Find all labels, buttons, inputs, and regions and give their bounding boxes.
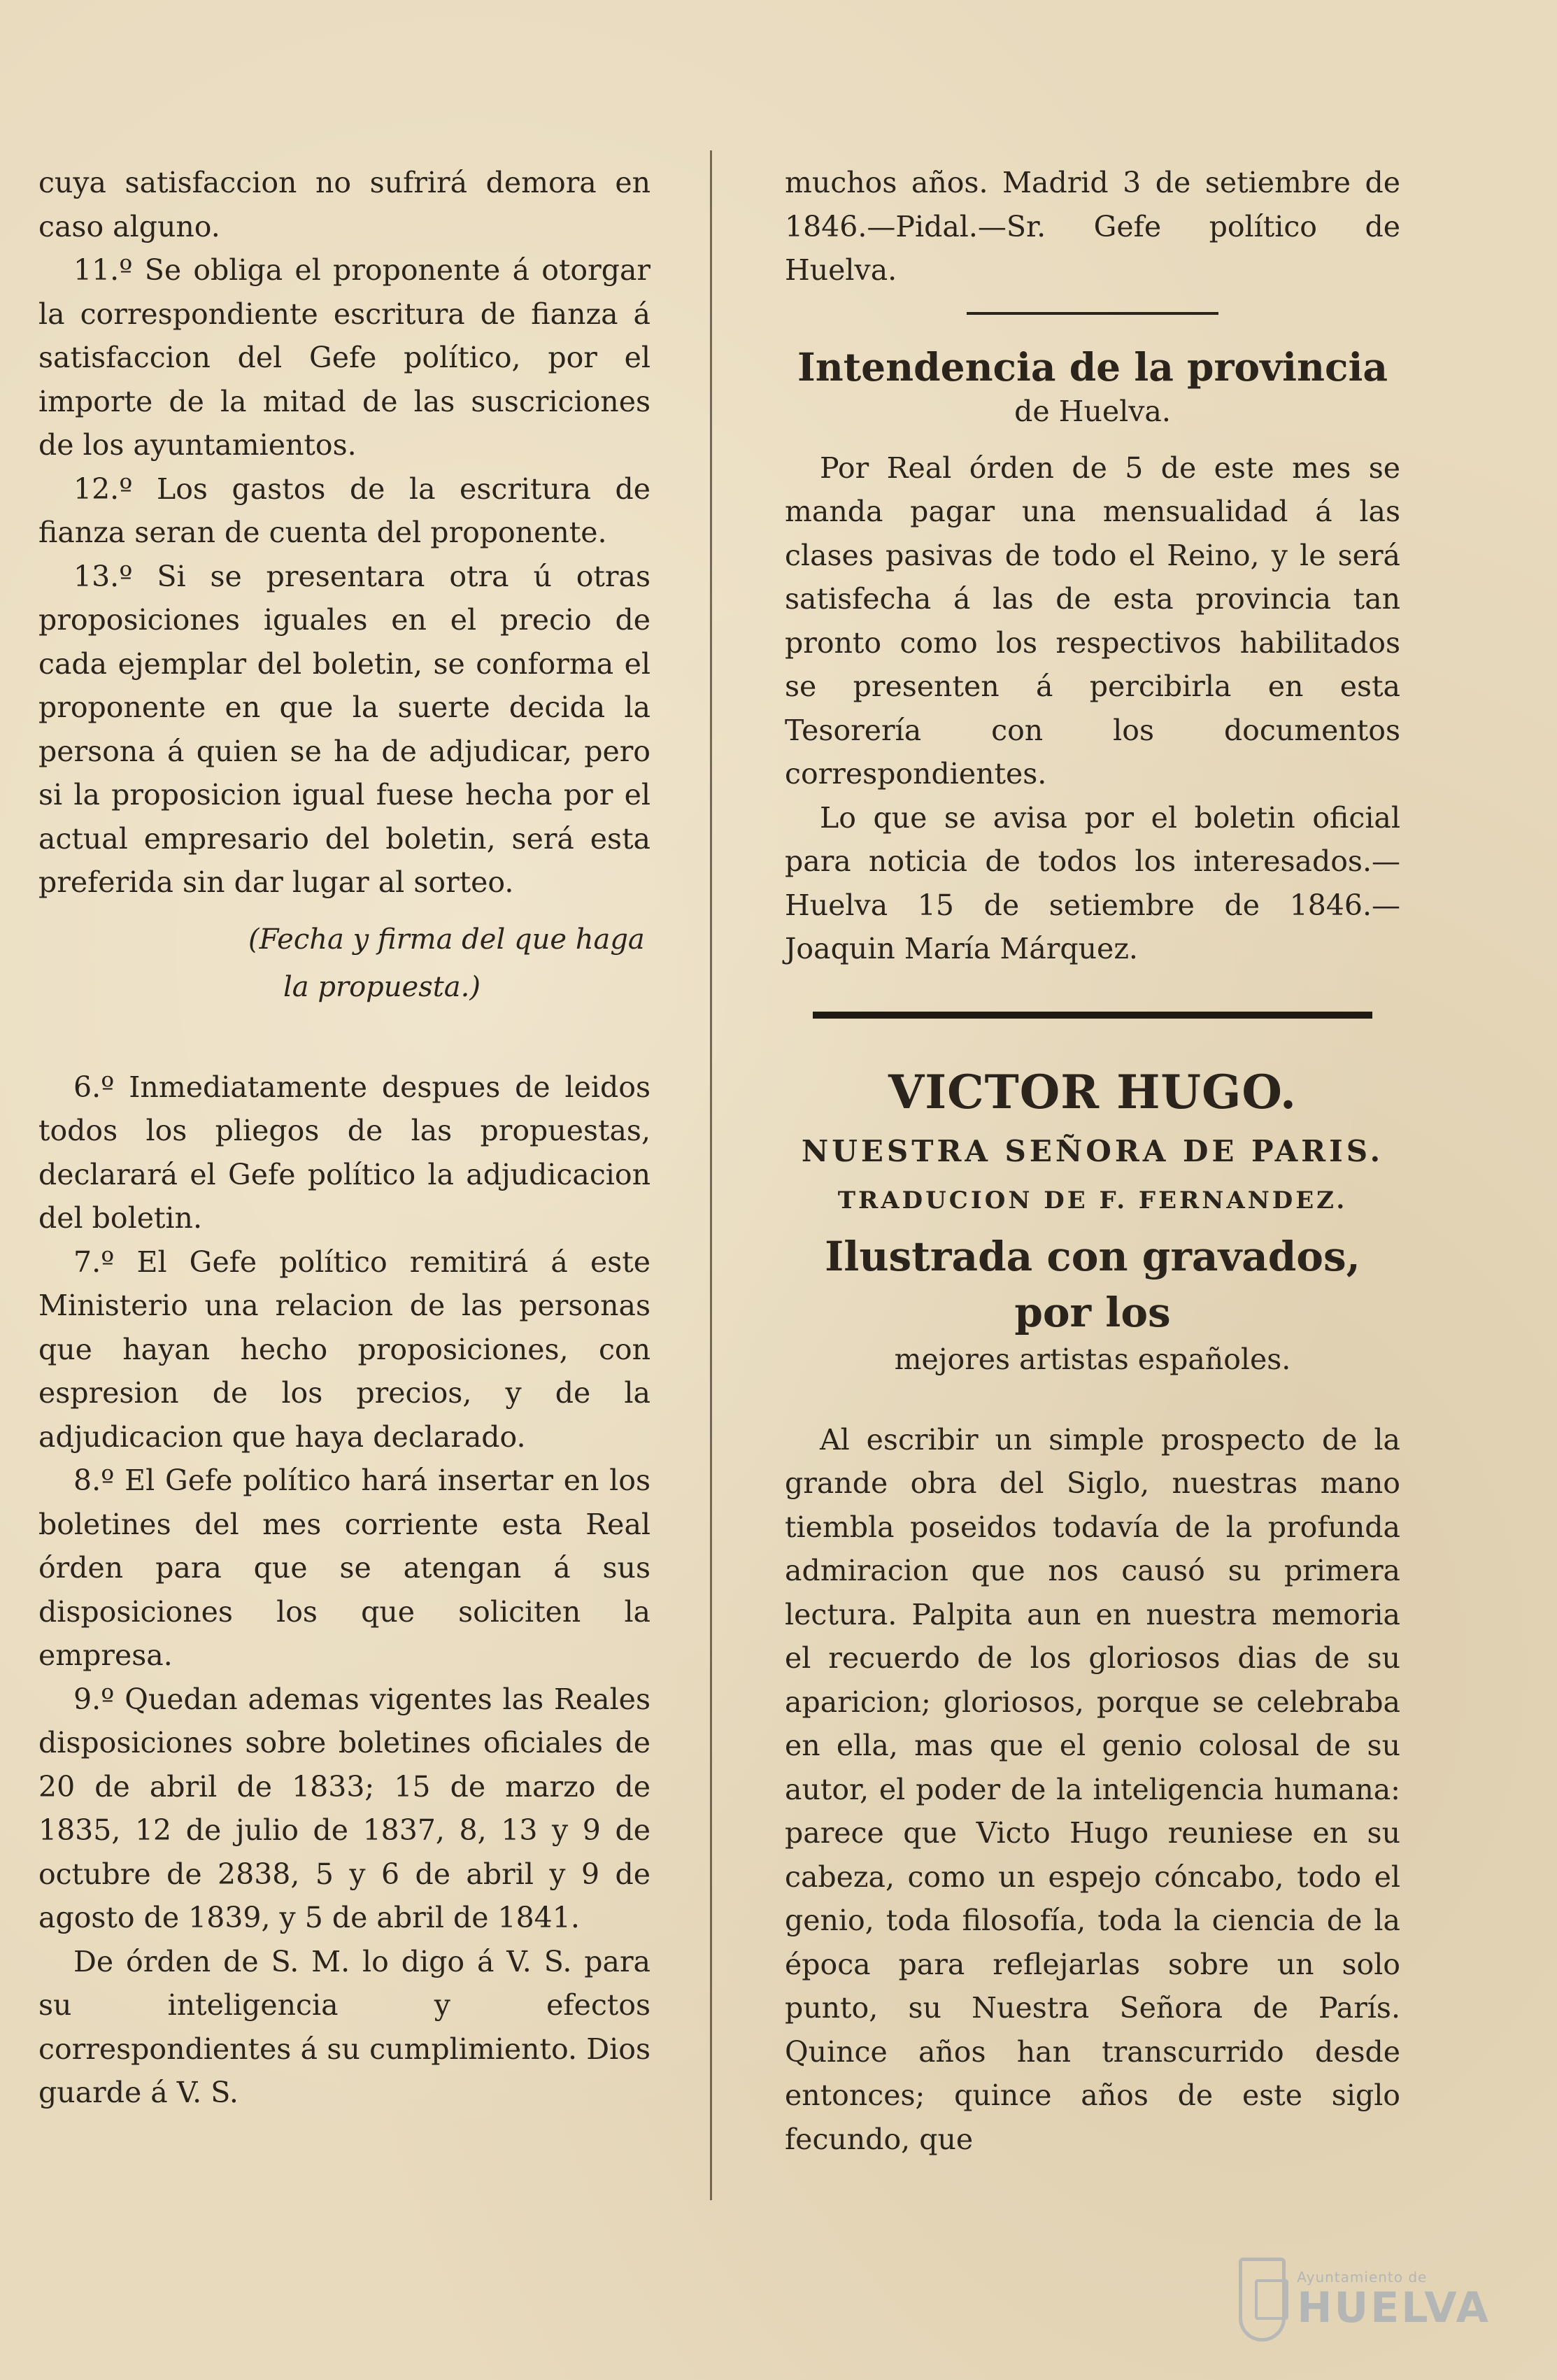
coat-of-arms-icon bbox=[1239, 2258, 1286, 2342]
intendencia-subtitle: de Huelva. bbox=[1014, 394, 1171, 428]
column-divider bbox=[710, 150, 712, 2200]
watermark-city: HUELVA bbox=[1297, 2283, 1491, 2332]
intendencia-notice: Por Real órden de 5 de este mes se manda pagar una mensualidad á las clases pasivas de todo el Reino, y le será satisfecha á las de esta provincia tan pronto como los respectivos habilitados se presenten á percibirla en esta Tesorería con los documentos correspondientes. bbox=[785, 451, 1400, 791]
archive-watermark bbox=[1239, 2247, 1491, 2352]
signature-line-2: la propuesta.) bbox=[283, 970, 481, 1003]
article-8: 8.º El Gefe político hará insertar en los boletines del mes corriente esta Real órden para que se atengan á sus disposiciones los que soliciten la empresa. bbox=[38, 1464, 650, 1672]
intendencia-signoff: Lo que se avisa por el boletin oficial para noticia de todos los interesados.—Huelva 15 de setiembre de 1846.—Joaquin María Márquez. bbox=[785, 800, 1400, 965]
intendencia-title: Intendencia de la provincia bbox=[797, 343, 1388, 390]
signature-line-1: (Fecha y firma del que haga bbox=[248, 923, 645, 956]
clause-13: 13.º Si se presentara otra ú otras proposiciones iguales en el precio de cada ejemplar del boletin, se conforma el proponente en que la suerte decida la persona á quien se ha de adjudicar, pero si la proposicion igual fuese hecha por el actual empresario del boletin, será esta preferida sin dar lugar al sorteo. bbox=[38, 559, 650, 899]
closing-paragraph: De órden de S. M. lo digo á V. S. para su inteligencia y efectos correspondientes á su cumplimiento. Dios guarde á V. S. bbox=[38, 1944, 650, 2109]
paragraph-continuation-right: muchos años. Madrid 3 de setiembre de 1846.—Pidal.—Sr. Gefe político de Huelva. bbox=[785, 166, 1400, 287]
advert-artists: mejores artistas españoles. bbox=[894, 1342, 1291, 1376]
watermark-caption: Ayuntamiento de bbox=[1297, 2269, 1428, 2286]
advert-illustrated: Ilustrada con gravados, por los bbox=[825, 1232, 1360, 1336]
clause-11: 11.º Se obliga el proponente á otorgar la correspondiente escritura de fianza á satisfaccion del Gefe político, por el importe de la mitad de las suscriciones de los ayuntamientos. bbox=[38, 253, 650, 462]
article-6: 6.º Inmediatamente despues de leidos todos los pliegos de las propuestas, declarará el Gefe político la adjudicacion del boletin. bbox=[38, 1070, 650, 1235]
clause-12: 12.º Los gastos de la escritura de fianza seran de cuenta del proponente. bbox=[38, 472, 650, 549]
advert-title: VICTOR HUGO. bbox=[888, 1064, 1297, 1119]
section-rule bbox=[967, 312, 1218, 315]
paragraph-continuation: cuya satisfaccion no sufrirá demora en caso alguno. bbox=[38, 166, 650, 243]
article-7: 7.º El Gefe político remitirá á este Ministerio una relacion de las personas que hayan hecho proposiciones, con espresion de los precios, y de la adjudicacion que haya declarado. bbox=[38, 1245, 650, 1454]
signature-note bbox=[38, 916, 650, 1011]
heavy-rule bbox=[813, 1012, 1372, 1019]
advert-translator: TRADUCION DE F. FERNANDEZ. bbox=[837, 1186, 1348, 1214]
right-column bbox=[785, 161, 1400, 2161]
advert-prospectus: Al escribir un simple prospecto de la grande obra del Siglo, nuestras mano tiembla poseidos todavía de la profunda admiracion que nos causó su primera lectura. Palpita aun en nuestra memoria el recuerdo de los gloriosos dias de su aparicion; gloriosos, porque se celebraba en ella, mas que el genio colosal de su autor, el poder de la inteligencia humana: parece que Victo Hugo reuniese en su cabeza, como un espejo cóncabo, todo el genio, toda filosofía, toda la ciencia de la época para reflejarlas sobre un solo punto, su Nuestra Señora de París. Quince años han transcurrido desde entonces; quince años de este siglo fecundo, que bbox=[785, 1422, 1400, 2156]
advert-book-title: NUESTRA SEÑORA DE PARIS. bbox=[801, 1133, 1384, 1168]
left-column bbox=[38, 161, 650, 2115]
article-9: 9.º Quedan ademas vigentes las Reales disposiciones sobre boletines oficiales de 20 de abril de 1833; 15 de marzo de 1835, 12 de julio de 1837, 8, 13 y 9 de octubre de 2838, 5 y 6 de abril y 9 de agosto de 1839, y 5 de abril de 1841. bbox=[38, 1682, 650, 1934]
